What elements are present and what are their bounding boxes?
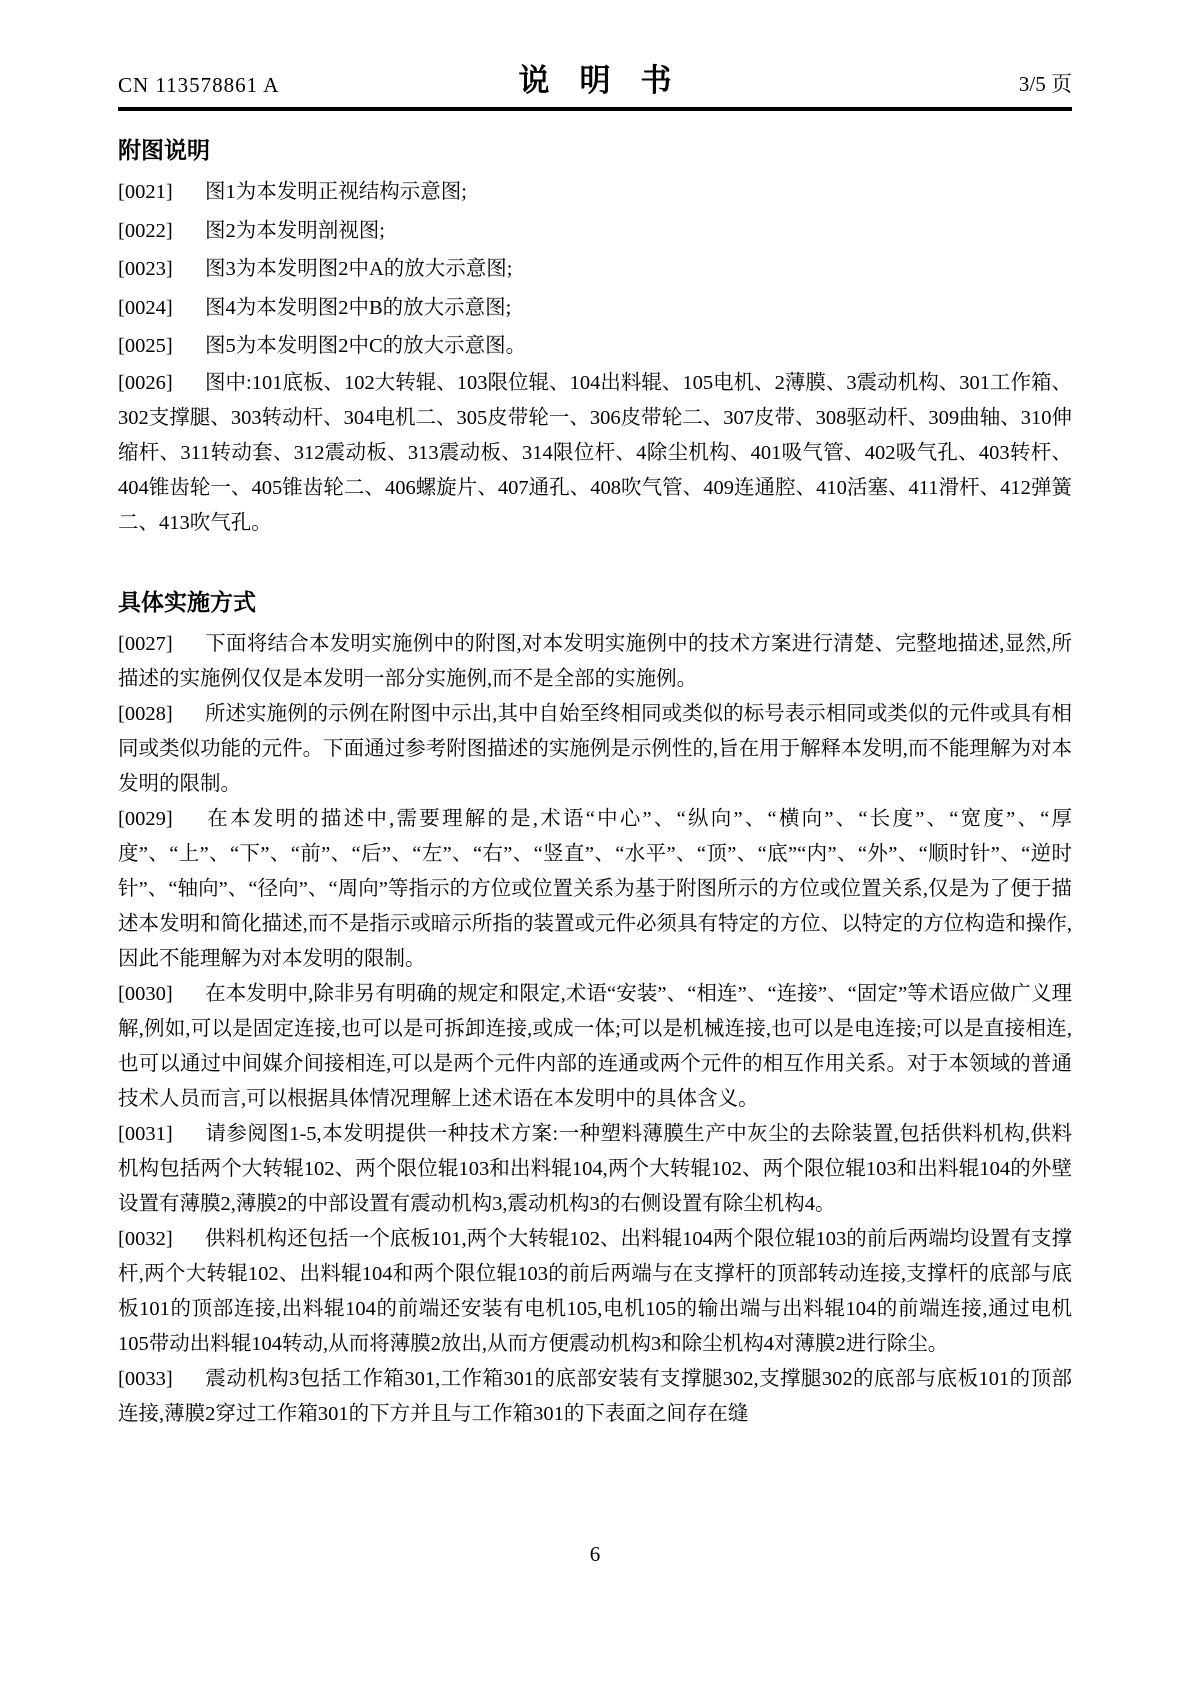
paragraph-0025	[118, 327, 1072, 366]
paragraph-text: 所述实施例的示例在附图中示出,其中自始至终相同或类似的标号表示相同或类似的元件或具有相同或类似功能的元件。下面通过参考附图描述的实施例是示例性的,旨在用于解释本发明,而不能理解为对本发明的限制。	[118, 702, 1072, 795]
paragraph-text: 图3为本发明图2中A的放大示意图;	[205, 258, 513, 280]
paragraph-number: [0027]	[118, 632, 173, 655]
paragraph-text: 请参阅图1-5,本发明提供一种技术方案:一种塑料薄膜生产中灰尘的去除装置,包括供料机构,供料机构包括两个大转辊102、两个限位辊103和出料辊104,两个大转辊102、两个限位辊103和出料辊104的外壁设置有薄膜2,薄膜2的中部设置有震动机构3,震动机构3的右侧设置有除尘机构4。	[118, 1122, 1072, 1215]
paragraph-text: 下面将结合本发明实施例中的附图,对本发明实施例中的技术方案进行清楚、完整地描述,显然,所描述的实施例仅仅是本发明一部分实施例,而不是全部的实施例。	[118, 632, 1072, 690]
paragraph-number: [0025]	[118, 335, 173, 357]
header-rule	[118, 107, 1072, 111]
paragraph-number: [0031]	[118, 1122, 173, 1145]
paragraph-text: 供料机构还包括一个底板101,两个大转辊102、出料辊104两个限位辊103的前后两端均设置有支撑杆,两个大转辊102、出料辊104和两个限位辊103的前后两端与在支撑杆的顶部转动连接,支撑杆的底部与底板101的顶部连接,出料辊104的前端还安装有电机105,电机105的输出端与出料辊104的前端连接,通过电机105带动出料辊104转动,从而将薄膜2放出,从而方便震动机构3和除尘机构4对薄膜2进行除尘。	[118, 1227, 1072, 1355]
footer-page-number: 6	[589, 1542, 601, 1566]
paragraph-0023	[118, 250, 1072, 289]
paragraph-number: [0024]	[118, 296, 173, 319]
paragraph-text: 在本发明的描述中,需要理解的是,术语“中心”、“纵向”、“横向”、“长度”、“宽度”、“厚度”、“上”、“下”、“前”、“后”、“左”、“右”、“竖直”、“水平”、“顶”、“底”“内”、“外”、“顺时针”、“逆时针”、“轴向”、“径向”、“周向”等指示的方位或位置关系为基于附图所示的方位或位置关系,仅是为了便于描述本发明和简化描述,而不是指示或暗示所指的装置或元件必须具有特定的方位、以特定的方位构造和操作,因此不能理解为对本发明的限制。	[118, 807, 1072, 970]
paragraph-number: [0030]	[118, 982, 173, 1005]
paragraph-0030	[118, 977, 1072, 1117]
paragraph-0026	[118, 366, 1072, 541]
paragraph-number: [0022]	[118, 219, 173, 242]
paragraph-text: 图2为本发明剖视图;	[205, 219, 385, 242]
paragraph-0029	[118, 802, 1072, 977]
paragraph-0022	[118, 212, 1072, 251]
paragraph-number: [0026]	[118, 371, 173, 394]
document-title: 说明书	[518, 63, 702, 98]
paragraph-0027	[118, 627, 1072, 697]
page-header	[118, 62, 1072, 98]
paragraph-text: 在本发明中,除非另有明确的规定和限定,术语“安装”、“相连”、“连接”、“固定”等术语应做广义理解,例如,可以是固定连接,也可以是可拆卸连接,或成一体;可以是机械连接,也可以是电连接;可以是直接相连,也可以通过中间媒介间接相连,可以是两个元件内部的连通或两个元件的相互作用关系。对于本领域的普通技术人员而言,可以根据具体情况理解上述术语在本发明中的具体含义。	[118, 982, 1072, 1110]
paragraph-0033	[118, 1362, 1072, 1432]
paragraph-text: 图1为本发明正视结构示意图;	[205, 181, 467, 203]
paragraph-number: [0029]	[118, 807, 173, 830]
paragraph-0031	[118, 1117, 1072, 1222]
paragraph-text: 图5为本发明图2中C的放大示意图。	[205, 335, 527, 357]
paragraph-number: [0033]	[118, 1367, 173, 1390]
paragraph-number: [0021]	[118, 181, 173, 203]
section-heading-detailed-description: 具体实施方式	[118, 588, 256, 615]
paragraph-number: [0023]	[118, 258, 173, 280]
paragraph-0021	[118, 173, 1072, 212]
section-heading-figure-description: 附图说明	[118, 137, 210, 163]
paragraph-text: 震动机构3包括工作箱301,工作箱301的底部安装有支撑腿302,支撑腿302的底部与底板101的顶部连接,薄膜2穿过工作箱301的下方并且与工作箱301的下表面之间存在缝	[118, 1367, 1072, 1425]
paragraph-0032	[118, 1222, 1072, 1362]
paragraph-0028	[118, 697, 1072, 802]
page-indicator: 3/5 页	[1018, 72, 1072, 96]
paragraph-number: [0028]	[118, 702, 173, 725]
paragraph-text: 图4为本发明图2中B的放大示意图;	[205, 296, 512, 319]
paragraph-number: [0032]	[118, 1227, 173, 1250]
paragraph-text: 图中:101底板、102大转辊、103限位辊、104出料辊、105电机、2薄膜、3震动机构、301工作箱、302支撑腿、303转动杆、304电机二、305皮带轮一、306皮带轮二、307皮带、308驱动杆、309曲轴、310伸缩杆、311转动套、312震动板、313震动板、314限位杆、4除尘机构、401吸气管、402吸气孔、403转杆、404锥齿轮一、405锥齿轮二、406螺旋片、407通孔、408吹气管、409连通腔、410活塞、411滑杆、412弹簧二、413吹气孔。	[118, 371, 1072, 534]
publication-number: CN 113578861 A	[118, 73, 280, 97]
paragraph-0024	[118, 289, 1072, 328]
